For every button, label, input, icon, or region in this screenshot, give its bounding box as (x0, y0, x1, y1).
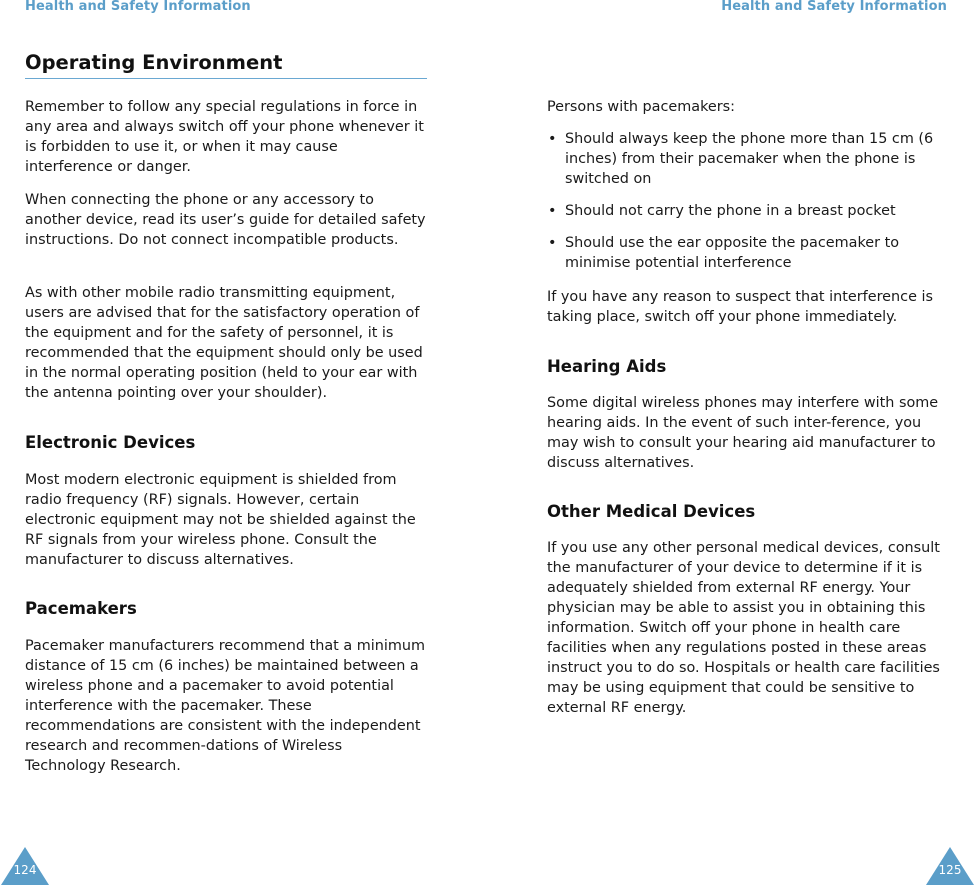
page-number-left: 124 (13, 863, 37, 877)
pacemakers-text: Pacemaker manufacturers recommend that a minimum distance of 15 cm (6 inches) be maintained between a wireless phone and a pacemaker to avoid potential interference with the pacemaker. These recommendations are consistent with the independent research and recommen-dations of Wireless Technology Research. (25, 638, 426, 774)
bullet-item: • Should use the ear opposite the pacemaker to minimise potential interference (547, 233, 947, 273)
suspect-text-block (547, 287, 947, 327)
electronic-devices-text-block (25, 470, 427, 570)
other-medical-devices-text: If you use any other personal medical devices, consult the manufacturer of your device to determine if it is adequately shielded from external RF energy. Your physician may be able to assist you in obtaining this information. Switch off your phone in health care facilities when any regulations posted in these areas instruct you to do so. Hospitals or health care facilities may be using equipment that could be sensitive to external RF energy. (547, 540, 940, 716)
intro-paragraph-2-block (25, 190, 427, 250)
electronic-devices-heading: Electronic Devices (25, 433, 196, 452)
hearing-aids-heading: Hearing Aids (547, 357, 667, 376)
intro-paragraph-1: Remember to follow any special regulations in force in any area and always switch off your phone whenever it is forbidden to use it, or when it may cause interference or danger. (25, 99, 424, 175)
section-title: Operating Environment (25, 51, 283, 74)
intro-paragraph-2: When connecting the phone or any accessory to another device, read its user’s guide for detailed safety instructions. Do not connect incompatible products. (25, 192, 426, 248)
electronic-devices-text: Most modern electronic equipment is shielded from radio frequency (RF) signals. However, certain electronic equipment may not be shielded against the RF signals from your wireless phone. Consult the manufacturer to discuss alternatives. (25, 472, 416, 568)
pacemakers-heading-block (25, 599, 427, 618)
running-head-right: Health and Safety Information (721, 0, 947, 14)
bullet-item: • Should always keep the phone more than 15 cm (6 inches) from their pacemaker when the phone is switched on (547, 129, 947, 189)
bullet-list-block (547, 129, 947, 273)
other-medical-text-block (547, 538, 947, 718)
intro-paragraph-1-block (25, 97, 427, 177)
page-number-tab-left (0, 846, 50, 886)
page-number-right: 125 (938, 863, 962, 877)
hearing-aids-text-block (547, 393, 947, 473)
hearing-aids-heading-block (547, 357, 947, 376)
title-underline (25, 78, 427, 79)
other-medical-devices-heading: Other Medical Devices (547, 502, 756, 521)
persons-intro-block (547, 97, 947, 117)
running-head-left: Health and Safety Information (25, 0, 251, 14)
page-number-tab-right (925, 846, 975, 886)
hearing-aids-text: Some digital wireless phones may interfere with some hearing aids. In the event of such inter-ference, you may wish to consult your hearing aid manufacturer to discuss alternatives. (547, 395, 939, 471)
other-medical-heading-block (547, 502, 947, 521)
pacemaker-bullet-list (547, 129, 947, 273)
persons-with-pacemakers-intro: Persons with pacemakers: (547, 99, 736, 115)
bullet-item: • Should not carry the phone in a breast pocket (547, 201, 947, 221)
intro-paragraph-3-block (25, 283, 427, 403)
intro-paragraph-3: As with other mobile radio transmitting equipment, users are advised that for the satisfactory operation of the equipment and for the safety of personnel, it is recommended that the equipment should only be used in the normal operating position (held to your ear with the antenna pointing over your shoulder). (25, 285, 423, 401)
electronic-devices-heading-block (25, 433, 427, 452)
pacemakers-text-block (25, 636, 427, 776)
pacemakers-heading: Pacemakers (25, 599, 137, 618)
suspect-interference-text: If you have any reason to suspect that interference is taking place, switch off your phone immediately. (547, 289, 933, 325)
